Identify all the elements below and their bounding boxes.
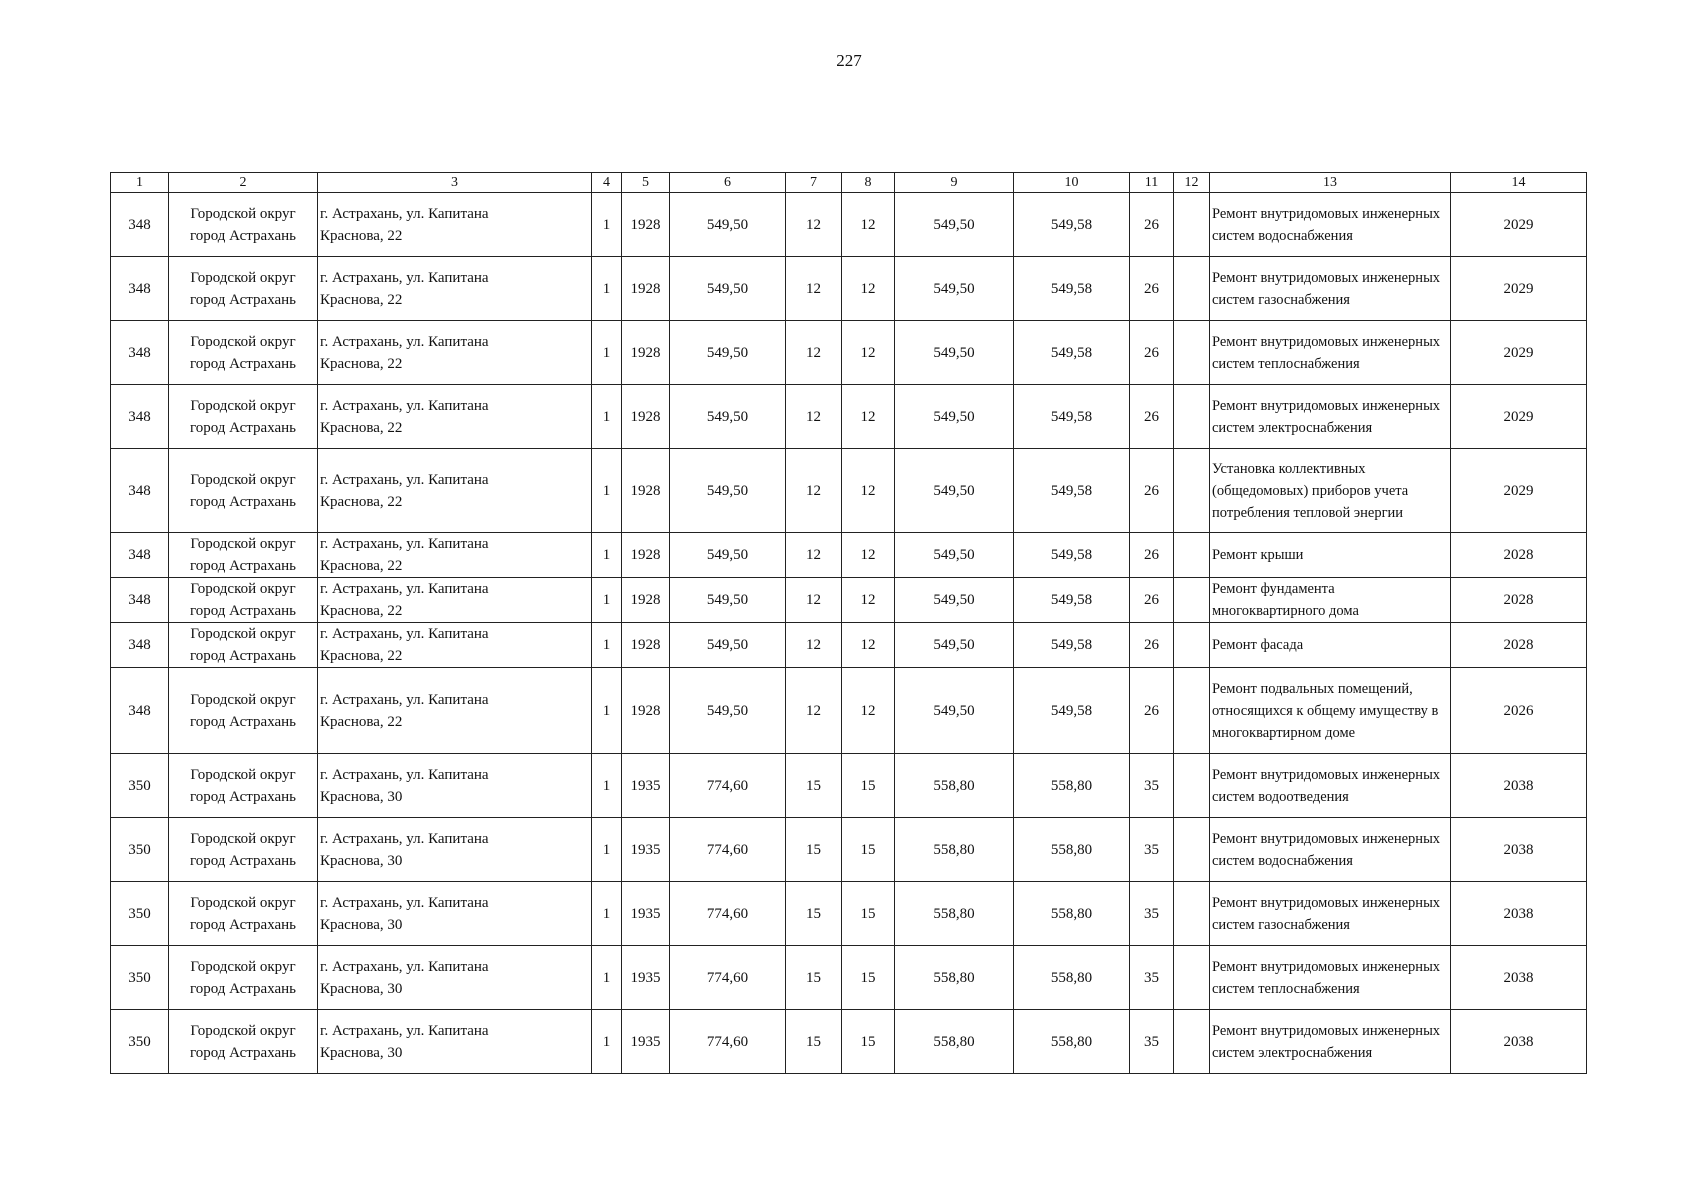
planned-year-cell: 2029 [1451, 193, 1587, 257]
column-number-header: 9 [895, 173, 1014, 193]
municipality-line-2: город Астрахань [189, 558, 297, 574]
municipality-line-2: город Астрахань [189, 980, 297, 997]
municipality-line-1: Городской округ [190, 397, 296, 414]
row-number-cell: 350 [111, 946, 169, 1010]
municipality-cell [169, 578, 318, 623]
value-cell-c11: 26 [1130, 385, 1174, 449]
value-cell-c10: 558,80 [1014, 754, 1130, 818]
municipality-line-1: Городской округ [190, 766, 296, 783]
municipality-line-1: Городской округ [190, 894, 296, 911]
value-cell-c7: 12 [786, 533, 842, 578]
value-cell-c8: 15 [842, 946, 895, 1010]
value-cell-c4: 1 [592, 623, 622, 668]
table-row [111, 946, 1587, 1010]
column-number-header: 10 [1014, 173, 1130, 193]
value-cell-c6: 549,50 [670, 533, 786, 578]
row-number-cell: 348 [111, 578, 169, 623]
value-cell-c9: 549,50 [895, 578, 1014, 623]
planned-year-cell: 2029 [1451, 321, 1587, 385]
value-cell-c10: 549,58 [1014, 623, 1130, 668]
value-cell-c11: 26 [1130, 321, 1174, 385]
value-cell-c5: 1935 [622, 754, 670, 818]
value-cell-c6: 549,50 [670, 193, 786, 257]
address-cell [318, 578, 592, 623]
municipality-line-2: город Астрахань [189, 355, 297, 372]
column-number-header: 8 [842, 173, 895, 193]
municipality-line-1: Городской округ [190, 830, 296, 847]
address-line-2: Краснова, 22 [320, 419, 403, 436]
value-cell-c9: 549,50 [895, 668, 1014, 754]
work-type-cell: Ремонт внутридомовых инженерных систем водоснабжения [1210, 193, 1451, 257]
table-row [111, 385, 1587, 449]
table-row [111, 754, 1587, 818]
row-number-cell: 348 [111, 385, 169, 449]
address-cell [318, 668, 592, 754]
value-cell-c10: 549,58 [1014, 385, 1130, 449]
planned-year-cell: 2038 [1451, 1010, 1587, 1074]
value-cell-c4: 1 [592, 257, 622, 321]
column-number-header: 11 [1130, 173, 1174, 193]
value-cell-c4: 1 [592, 668, 622, 754]
value-cell-c12 [1174, 754, 1210, 818]
value-cell-c11: 35 [1130, 818, 1174, 882]
address-line-2: Краснова, 30 [320, 788, 403, 805]
address-line-1: г. Астрахань, ул. Капитана [320, 397, 489, 414]
value-cell-c10: 549,58 [1014, 668, 1130, 754]
value-cell-c10: 549,58 [1014, 321, 1130, 385]
municipality-cell [169, 321, 318, 385]
municipality-line-2: город Астрахань [189, 419, 297, 436]
planned-year-cell: 2028 [1451, 578, 1587, 623]
address-line-1: г. Астрахань, ул. Капитана [320, 471, 489, 488]
value-cell-c5: 1935 [622, 818, 670, 882]
value-cell-c5: 1935 [622, 946, 670, 1010]
municipality-line-1: Городской округ [190, 1022, 296, 1039]
column-number-header: 1 [111, 173, 169, 193]
value-cell-c4: 1 [592, 193, 622, 257]
work-type-cell: Ремонт внутридомовых инженерных систем электроснабжения [1210, 1010, 1451, 1074]
column-number-header: 2 [169, 173, 318, 193]
municipality-line-2: город Астрахань [189, 227, 297, 244]
column-number-header: 5 [622, 173, 670, 193]
value-cell-c12 [1174, 193, 1210, 257]
table-row [111, 449, 1587, 533]
table-row [111, 578, 1587, 623]
value-cell-c7: 15 [786, 818, 842, 882]
municipality-line-1: Городской округ [190, 471, 296, 488]
value-cell-c9: 549,50 [895, 321, 1014, 385]
table-row [111, 818, 1587, 882]
municipality-line-2: город Астрахань [189, 1044, 297, 1061]
value-cell-c11: 26 [1130, 533, 1174, 578]
municipality-cell [169, 257, 318, 321]
address-line-1: г. Астрахань, ул. Капитана [320, 958, 489, 975]
address-line-1: г. Астрахань, ул. Капитана [320, 581, 489, 597]
work-type-cell: Ремонт внутридомовых инженерных систем теплоснабжения [1210, 946, 1451, 1010]
value-cell-c12 [1174, 578, 1210, 623]
value-cell-c7: 12 [786, 668, 842, 754]
column-number-row [111, 173, 1587, 193]
value-cell-c6: 774,60 [670, 1010, 786, 1074]
value-cell-c9: 558,80 [895, 1010, 1014, 1074]
value-cell-c6: 774,60 [670, 818, 786, 882]
table-row [111, 668, 1587, 754]
row-number-cell: 348 [111, 449, 169, 533]
value-cell-c12 [1174, 321, 1210, 385]
address-line-1: г. Астрахань, ул. Капитана [320, 626, 489, 642]
value-cell-c6: 549,50 [670, 623, 786, 668]
row-number-cell: 348 [111, 668, 169, 754]
column-number-header: 7 [786, 173, 842, 193]
work-type-cell: Ремонт внутридомовых инженерных систем теплоснабжения [1210, 321, 1451, 385]
municipality-line-2: город Астрахань [189, 291, 297, 308]
column-number-header: 12 [1174, 173, 1210, 193]
address-line-1: г. Астрахань, ул. Капитана [320, 205, 489, 222]
value-cell-c7: 15 [786, 946, 842, 1010]
work-type-cell: Ремонт внутридомовых инженерных систем водоснабжения [1210, 818, 1451, 882]
municipality-line-1: Городской округ [190, 536, 296, 552]
value-cell-c7: 12 [786, 623, 842, 668]
address-line-2: Краснова, 30 [320, 1044, 403, 1061]
municipality-line-2: город Астрахань [189, 788, 297, 805]
value-cell-c12 [1174, 882, 1210, 946]
value-cell-c11: 26 [1130, 257, 1174, 321]
value-cell-c5: 1928 [622, 385, 670, 449]
municipality-line-1: Городской округ [190, 333, 296, 350]
municipality-cell [169, 533, 318, 578]
value-cell-c4: 1 [592, 321, 622, 385]
value-cell-c9: 549,50 [895, 257, 1014, 321]
address-line-1: г. Астрахань, ул. Капитана [320, 1022, 489, 1039]
value-cell-c4: 1 [592, 385, 622, 449]
municipality-line-1: Городской округ [190, 581, 296, 597]
value-cell-c9: 558,80 [895, 946, 1014, 1010]
address-cell [318, 946, 592, 1010]
value-cell-c9: 558,80 [895, 754, 1014, 818]
address-cell [318, 623, 592, 668]
value-cell-c7: 15 [786, 882, 842, 946]
value-cell-c6: 549,50 [670, 578, 786, 623]
table-row [111, 257, 1587, 321]
municipality-cell [169, 818, 318, 882]
value-cell-c7: 15 [786, 754, 842, 818]
value-cell-c9: 549,50 [895, 533, 1014, 578]
value-cell-c8: 12 [842, 533, 895, 578]
municipality-cell [169, 385, 318, 449]
value-cell-c9: 549,50 [895, 623, 1014, 668]
table-body [111, 193, 1587, 1074]
value-cell-c11: 26 [1130, 668, 1174, 754]
value-cell-c12 [1174, 946, 1210, 1010]
work-type-cell: Ремонт внутридомовых инженерных систем электроснабжения [1210, 385, 1451, 449]
value-cell-c5: 1928 [622, 193, 670, 257]
value-cell-c11: 26 [1130, 193, 1174, 257]
address-cell [318, 818, 592, 882]
value-cell-c7: 12 [786, 193, 842, 257]
value-cell-c11: 26 [1130, 449, 1174, 533]
municipality-cell [169, 193, 318, 257]
value-cell-c5: 1928 [622, 257, 670, 321]
address-cell [318, 321, 592, 385]
value-cell-c4: 1 [592, 578, 622, 623]
planned-year-cell: 2028 [1451, 623, 1587, 668]
column-number-header: 14 [1451, 173, 1587, 193]
capital-repair-table [110, 172, 1587, 1074]
address-line-2: Краснова, 22 [320, 713, 403, 730]
work-type-cell: Установка коллективных (общедомовых) приборов учета потребления тепловой энергии [1210, 449, 1451, 533]
value-cell-c8: 12 [842, 385, 895, 449]
work-type-cell: Ремонт внутридомовых инженерных систем водоотведения [1210, 754, 1451, 818]
address-cell [318, 385, 592, 449]
value-cell-c9: 558,80 [895, 818, 1014, 882]
address-line-2: Краснова, 30 [320, 852, 403, 869]
value-cell-c7: 12 [786, 449, 842, 533]
work-type-cell: Ремонт фасада [1210, 623, 1451, 668]
value-cell-c5: 1928 [622, 449, 670, 533]
value-cell-c10: 549,58 [1014, 257, 1130, 321]
table-row [111, 321, 1587, 385]
address-line-2: Краснова, 30 [320, 980, 403, 997]
page-number: 227 [836, 51, 862, 70]
column-number-header: 3 [318, 173, 592, 193]
value-cell-c4: 1 [592, 1010, 622, 1074]
row-number-cell: 348 [111, 623, 169, 668]
address-line-2: Краснова, 22 [320, 648, 403, 664]
address-line-2: Краснова, 22 [320, 558, 403, 574]
value-cell-c10: 549,58 [1014, 449, 1130, 533]
value-cell-c10: 558,80 [1014, 946, 1130, 1010]
address-line-1: г. Астрахань, ул. Капитана [320, 269, 489, 286]
value-cell-c4: 1 [592, 882, 622, 946]
value-cell-c7: 12 [786, 385, 842, 449]
work-type-cell: Ремонт крыши [1210, 533, 1451, 578]
value-cell-c8: 12 [842, 668, 895, 754]
value-cell-c7: 12 [786, 321, 842, 385]
work-type-cell: Ремонт внутридомовых инженерных систем газоснабжения [1210, 257, 1451, 321]
value-cell-c11: 26 [1130, 623, 1174, 668]
address-line-1: г. Астрахань, ул. Капитана [320, 333, 489, 350]
municipality-line-2: город Астрахань [189, 603, 297, 619]
value-cell-c10: 558,80 [1014, 1010, 1130, 1074]
value-cell-c6: 549,50 [670, 385, 786, 449]
table-row [111, 533, 1587, 578]
municipality-line-2: город Астрахань [189, 648, 297, 664]
value-cell-c12 [1174, 1010, 1210, 1074]
value-cell-c8: 12 [842, 578, 895, 623]
work-type-cell: Ремонт внутридомовых инженерных систем газоснабжения [1210, 882, 1451, 946]
municipality-cell [169, 754, 318, 818]
value-cell-c10: 549,58 [1014, 578, 1130, 623]
municipality-cell [169, 1010, 318, 1074]
municipality-line-1: Городской округ [190, 269, 296, 286]
value-cell-c8: 15 [842, 818, 895, 882]
address-line-1: г. Астрахань, ул. Капитана [320, 536, 489, 552]
address-line-2: Краснова, 22 [320, 355, 403, 372]
address-line-1: г. Астрахань, ул. Капитана [320, 691, 489, 708]
value-cell-c4: 1 [592, 449, 622, 533]
row-number-cell: 350 [111, 882, 169, 946]
municipality-line-2: город Астрахань [189, 916, 297, 933]
address-line-2: Краснова, 22 [320, 493, 403, 510]
column-number-header: 13 [1210, 173, 1451, 193]
value-cell-c8: 12 [842, 321, 895, 385]
value-cell-c6: 549,50 [670, 321, 786, 385]
municipality-cell [169, 623, 318, 668]
value-cell-c11: 35 [1130, 882, 1174, 946]
value-cell-c5: 1928 [622, 533, 670, 578]
row-number-cell: 348 [111, 193, 169, 257]
planned-year-cell: 2038 [1451, 754, 1587, 818]
planned-year-cell: 2029 [1451, 385, 1587, 449]
value-cell-c9: 558,80 [895, 882, 1014, 946]
value-cell-c7: 15 [786, 1010, 842, 1074]
value-cell-c12 [1174, 449, 1210, 533]
value-cell-c11: 35 [1130, 754, 1174, 818]
value-cell-c8: 12 [842, 623, 895, 668]
address-line-2: Краснова, 22 [320, 603, 403, 619]
municipality-line-1: Городской округ [190, 626, 296, 642]
value-cell-c5: 1935 [622, 1010, 670, 1074]
value-cell-c4: 1 [592, 533, 622, 578]
municipality-line-1: Городской округ [190, 958, 296, 975]
value-cell-c6: 774,60 [670, 946, 786, 1010]
value-cell-c11: 26 [1130, 578, 1174, 623]
value-cell-c8: 15 [842, 754, 895, 818]
municipality-line-2: город Астрахань [189, 493, 297, 510]
municipality-cell [169, 449, 318, 533]
address-cell [318, 754, 592, 818]
value-cell-c10: 549,58 [1014, 533, 1130, 578]
address-line-1: г. Астрахань, ул. Капитана [320, 894, 489, 911]
value-cell-c9: 549,50 [895, 449, 1014, 533]
row-number-cell: 350 [111, 818, 169, 882]
value-cell-c4: 1 [592, 946, 622, 1010]
value-cell-c8: 12 [842, 257, 895, 321]
table-row [111, 882, 1587, 946]
value-cell-c4: 1 [592, 818, 622, 882]
table-row [111, 1010, 1587, 1074]
address-line-2: Краснова, 30 [320, 916, 403, 933]
table-row [111, 193, 1587, 257]
value-cell-c6: 549,50 [670, 449, 786, 533]
value-cell-c11: 35 [1130, 1010, 1174, 1074]
value-cell-c11: 35 [1130, 946, 1174, 1010]
column-number-header: 4 [592, 173, 622, 193]
value-cell-c10: 549,58 [1014, 193, 1130, 257]
planned-year-cell: 2028 [1451, 533, 1587, 578]
value-cell-c5: 1928 [622, 668, 670, 754]
planned-year-cell: 2038 [1451, 946, 1587, 1010]
municipality-cell [169, 882, 318, 946]
municipality-line-1: Городской округ [190, 205, 296, 222]
value-cell-c5: 1928 [622, 321, 670, 385]
value-cell-c9: 549,50 [895, 385, 1014, 449]
table-row [111, 623, 1587, 668]
value-cell-c5: 1928 [622, 578, 670, 623]
address-cell [318, 533, 592, 578]
value-cell-c8: 15 [842, 1010, 895, 1074]
column-number-header: 6 [670, 173, 786, 193]
address-line-2: Краснова, 22 [320, 291, 403, 308]
value-cell-c6: 774,60 [670, 882, 786, 946]
row-number-cell: 348 [111, 533, 169, 578]
municipality-line-1: Городской округ [190, 691, 296, 708]
row-number-cell: 348 [111, 321, 169, 385]
row-number-cell: 348 [111, 257, 169, 321]
address-line-1: г. Астрахань, ул. Капитана [320, 830, 489, 847]
value-cell-c7: 12 [786, 257, 842, 321]
value-cell-c5: 1935 [622, 882, 670, 946]
value-cell-c6: 774,60 [670, 754, 786, 818]
work-type-cell: Ремонт фундамента многоквартирного дома [1210, 578, 1451, 623]
value-cell-c12 [1174, 668, 1210, 754]
row-number-cell: 350 [111, 1010, 169, 1074]
planned-year-cell: 2038 [1451, 882, 1587, 946]
value-cell-c12 [1174, 257, 1210, 321]
municipality-line-2: город Астрахань [189, 852, 297, 869]
address-cell [318, 257, 592, 321]
municipality-cell [169, 946, 318, 1010]
value-cell-c10: 558,80 [1014, 882, 1130, 946]
municipality-line-2: город Астрахань [189, 713, 297, 730]
value-cell-c4: 1 [592, 754, 622, 818]
address-cell [318, 449, 592, 533]
value-cell-c12 [1174, 533, 1210, 578]
planned-year-cell: 2029 [1451, 449, 1587, 533]
address-line-1: г. Астрахань, ул. Капитана [320, 766, 489, 783]
value-cell-c12 [1174, 385, 1210, 449]
planned-year-cell: 2026 [1451, 668, 1587, 754]
value-cell-c8: 12 [842, 449, 895, 533]
value-cell-c12 [1174, 623, 1210, 668]
value-cell-c9: 549,50 [895, 193, 1014, 257]
value-cell-c10: 558,80 [1014, 818, 1130, 882]
value-cell-c7: 12 [786, 578, 842, 623]
value-cell-c8: 15 [842, 882, 895, 946]
value-cell-c8: 12 [842, 193, 895, 257]
address-cell [318, 193, 592, 257]
planned-year-cell: 2029 [1451, 257, 1587, 321]
municipality-cell [169, 668, 318, 754]
work-type-cell: Ремонт подвальных помещений, относящихся к общему имуществу в многоквартирном доме [1210, 668, 1451, 754]
address-cell [318, 1010, 592, 1074]
address-cell [318, 882, 592, 946]
value-cell-c6: 549,50 [670, 668, 786, 754]
planned-year-cell: 2038 [1451, 818, 1587, 882]
address-line-2: Краснова, 22 [320, 227, 403, 244]
row-number-cell: 350 [111, 754, 169, 818]
value-cell-c12 [1174, 818, 1210, 882]
value-cell-c6: 549,50 [670, 257, 786, 321]
value-cell-c5: 1928 [622, 623, 670, 668]
